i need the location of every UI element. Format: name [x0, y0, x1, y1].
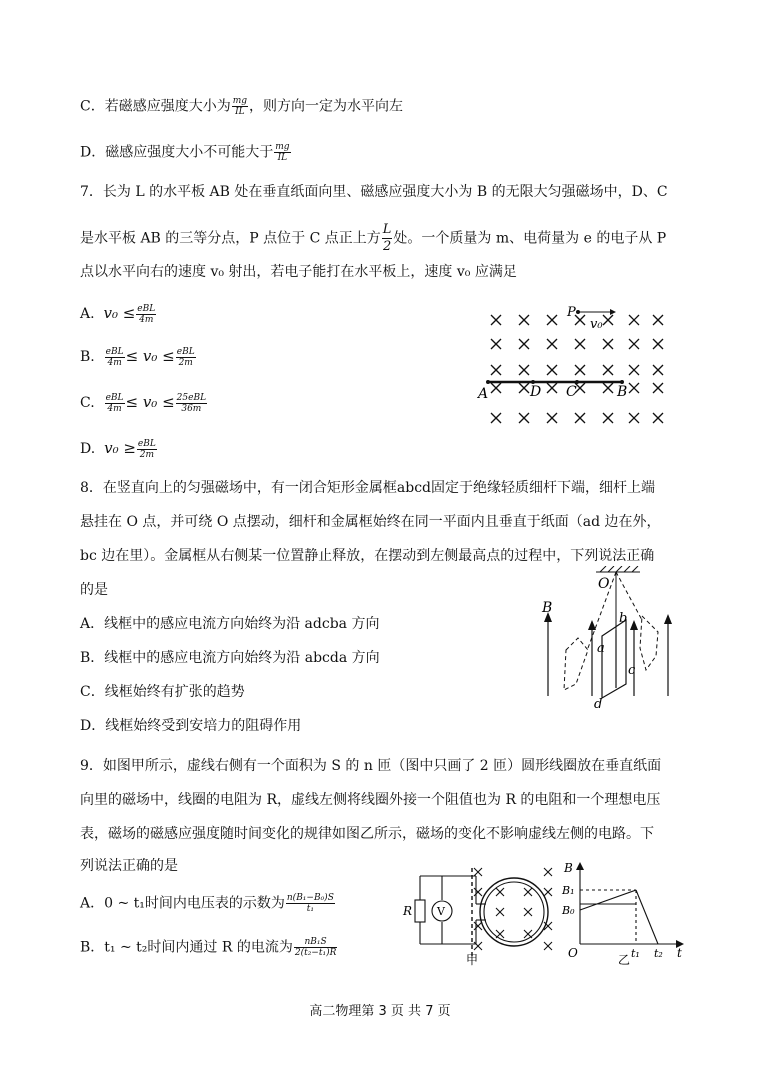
q9-resistor — [415, 900, 425, 922]
q7-label-d: D — [530, 384, 542, 400]
q8-label-a: a — [597, 641, 605, 656]
q9-label-r: R — [403, 904, 413, 918]
q9-stem-line4: 列说法正确的是 — [80, 858, 178, 874]
q7-option-c: C. $\frac{\text{eBL}}{4m}$ ≤ v₀ ≤ $\frac{\text{25eBL}}{36m}$ — [80, 392, 207, 414]
q8-option-c: C．线框始终有扩张的趋势 — [80, 684, 245, 700]
q8-figure — [530, 566, 700, 716]
q9-b-fall — [636, 890, 658, 944]
q8-stem-line4: 的是 — [80, 582, 108, 598]
q7-label-c: C — [566, 384, 577, 400]
q9-label-o: O — [568, 946, 578, 960]
q7-l-half-fraction: $\frac{L}{2}$ — [382, 222, 392, 254]
q7-field-crosses — [491, 315, 663, 423]
q9-label-b1: B₁ — [562, 884, 575, 897]
q8-label-b-field: B — [542, 600, 553, 616]
q8-label-c: c — [628, 663, 636, 678]
q9-label-t2: t₂ — [654, 947, 663, 960]
q9-option-b: B．t₁ ~ t₂时间内通过 R 的电流为 $\frac{\text{nB₁S}}{\text{2(t₂−t₁)R}}$ — [80, 937, 337, 958]
q8-option-a: A．线框中的感应电流方向始终为沿 adcba 方向 — [80, 616, 380, 632]
q9-label-v: V — [437, 905, 445, 918]
q9-figure-yi — [560, 858, 690, 966]
q7-label-a: A — [478, 386, 489, 402]
q9-label-b: B — [564, 861, 573, 875]
q6-d-prefix: D．磁感应强度大小不可能大于 — [80, 144, 274, 161]
q7-option-b: B. $\frac{\text{eBL}}{4m}$ ≤ v₀ ≤ $\frac{\text{eBL}}{2m}$ — [80, 346, 195, 368]
q9-field-crosses — [474, 868, 552, 950]
q7-stem-line2: 是水平板 AB 的三等分点，P 点位于 C 点正上方 $\frac{L}{2}$ 处。一个质量为 m、电荷量为 e 的电子从 P — [80, 222, 667, 254]
q9-b-rise — [580, 890, 636, 910]
q9-figure-jia — [400, 864, 560, 966]
q7-label-v0: v₀ — [590, 317, 603, 332]
q8-label-d: d — [594, 697, 603, 712]
q9-stem-line1: 9．如图甲所示，虚线右侧有一个面积为 S 的 n 匝（图中只画了 2 匝）圆形线圈放在垂直纸面 — [80, 758, 662, 774]
q9-label-b0: B₀ — [562, 904, 575, 917]
q8-label-b: b — [619, 611, 628, 626]
page-footer: 高二物理第 3 页 共 7 页 — [309, 1004, 451, 1019]
q8-option-d: D．线框始终受到安培力的阻碍作用 — [80, 718, 302, 734]
q9-stem-line2: 向里的磁场中，线圈的电阻为 R，虚线左侧将线圈外接一个阻值也为 R 的电阻和一个理想电压 — [80, 792, 661, 808]
q6-d-fraction: $\frac{mg}{IL}$ — [275, 142, 290, 163]
q6-option-c — [80, 96, 403, 117]
q9-label-yi: 乙 — [618, 953, 631, 966]
q7-label-p: P — [567, 305, 576, 320]
q7-label-b: B — [617, 384, 628, 400]
q9-label-t1: t₁ — [631, 947, 640, 960]
q6-c-prefix: C．若磁感应强度大小为 — [80, 98, 231, 115]
q6-c-suffix: ，则方向一定为水平向左 — [249, 98, 404, 115]
q7-option-d: D. v₀ ≥ $\frac{\text{eBL}}{2m}$ — [80, 438, 156, 460]
q7-stem-line3: 点以水平向右的速度 v₀ 射出，若电子能打在水平板上，速度 v₀ 应满足 — [80, 264, 517, 280]
q7-figure — [474, 300, 674, 430]
q9-stem-line3: 表，磁场的磁感应强度随时间变化的规律如图乙所示，磁场的变化不影响虚线左侧的电路。下 — [80, 826, 654, 842]
q7-stem-line1: 7．长为 L 的水平板 AB 处在垂直纸面向里、磁感应强度大小为 B 的无限大匀强磁场中，D、C — [80, 184, 668, 200]
q6-option-d — [80, 142, 292, 163]
q8-stem-line2: 悬挂在 O 点，并可绕 O 点摆动，细杆和金属框始终在同一平面内且垂直于纸面（ad 边在外， — [80, 514, 661, 530]
q7-option-a: A. v₀ ≤ $\frac{\text{eBL}}{4m}$ — [80, 303, 156, 325]
q9-label-t: t — [677, 946, 682, 960]
q6-c-fraction: $\frac{mg}{IL}$ — [232, 96, 248, 117]
q9-label-jia: 甲 — [466, 953, 479, 966]
q8-label-o: O — [598, 576, 610, 592]
q9-option-a: A．0 ~ t₁时间内电压表的示数为 $\frac{\text{n(B₁−B₀)S}}{\text{t₁}}$ — [80, 893, 334, 914]
q8-option-b: B．线框中的感应电流方向始终为沿 abcda 方向 — [80, 650, 380, 666]
q8-stem-line3: bc 边在里）。金属框从右侧某一位置静止释放，在摆动到左侧最高点的过程中，下列说法正确 — [80, 548, 655, 564]
q8-stem-line1: 8．在竖直向上的匀强磁场中，有一闭合矩形金属框abcd固定于绝缘轻质细杆下端，细杆上端 — [80, 480, 656, 496]
